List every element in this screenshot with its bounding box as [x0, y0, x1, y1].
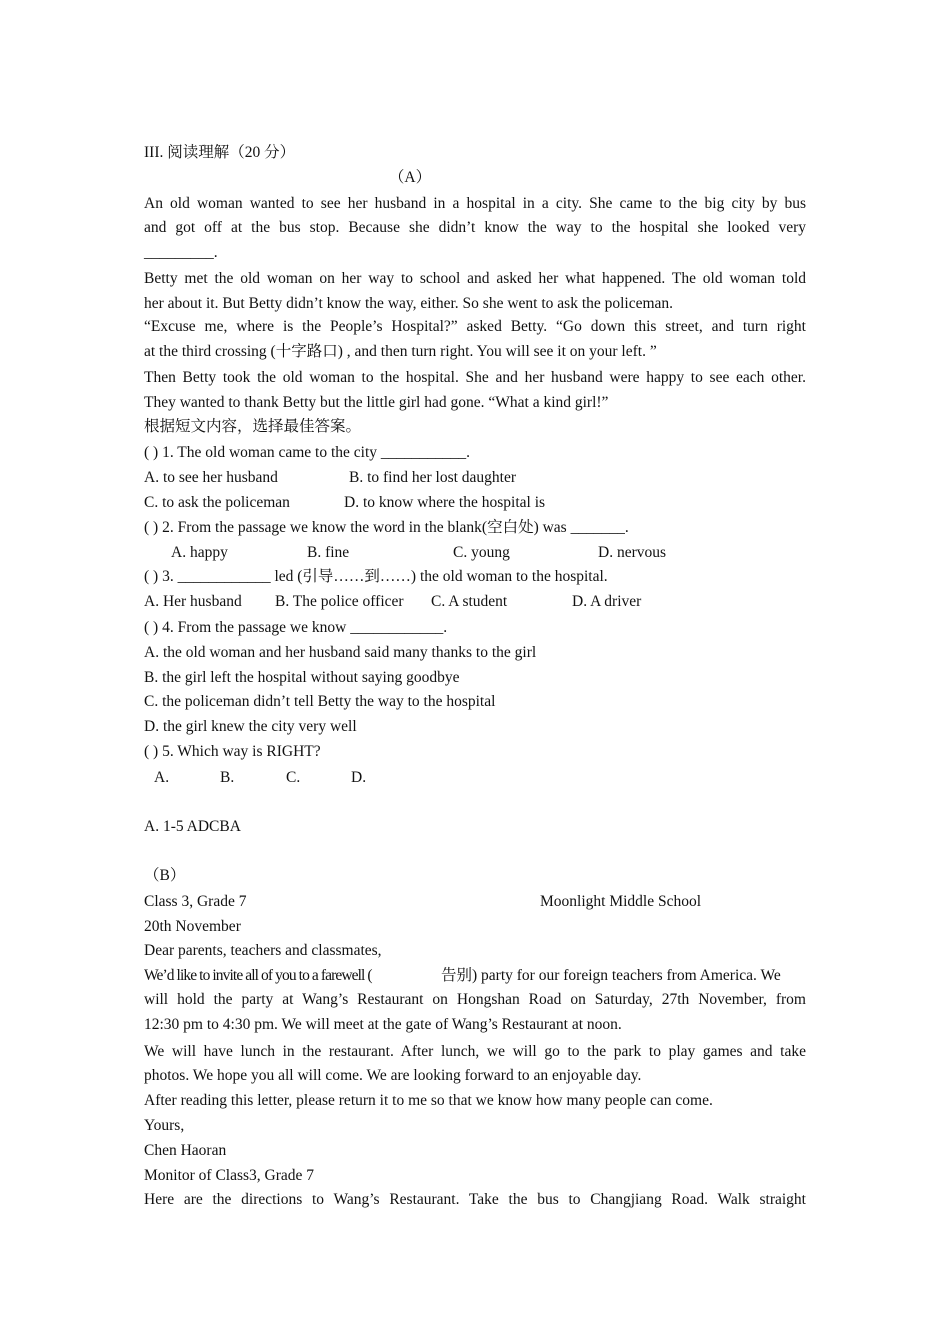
question-4-option-b: B. the girl left the hospital without saying goodbye [144, 669, 460, 686]
passage-a-line: _________. [144, 244, 218, 261]
question-1-option-c: C. to ask the policeman [144, 494, 290, 511]
instruction: 根据短文内容，选择最佳答案。 [144, 418, 362, 435]
passage-b-label: （B） [144, 867, 186, 884]
question-5-option-b: B. [220, 769, 235, 786]
question-2-option-c: C. young [453, 544, 510, 561]
question-1-option-a: A. to see her husband [144, 469, 278, 486]
question-2-option-d: D. nervous [598, 544, 667, 561]
letter-line-1-left: We’d like to invite all of you to a farewell ( [144, 967, 372, 984]
passage-a-line: They wanted to thank Betty but the little girl had gone. “What a kind girl!” [144, 394, 609, 411]
letter-signer-title: Monitor of Class3, Grade 7 [144, 1167, 315, 1184]
question-3-stem: ( ) 3. ____________ led (引导……到……) the old woman to the hospital. [144, 568, 608, 585]
question-5-option-c: C. [286, 769, 301, 786]
question-1-stem: ( ) 1. The old woman came to the city ___________. [144, 444, 471, 461]
question-4-option-c: C. the policeman didn’t tell Betty the way to the hospital [144, 693, 496, 710]
letter-line: We will have lunch in the restaurant. After lunch, we will go to the park to play games and take [144, 1043, 806, 1060]
question-1-option-d: D. to know where the hospital is [344, 494, 546, 511]
letter-line-1-right: 告别) party for our foreign teachers from America. We [441, 967, 781, 984]
question-2-stem: ( ) 2. From the passage we know the word in the blank(空白处) was _______. [144, 519, 629, 536]
question-5-option-a: A. [154, 769, 170, 786]
directions-line: Here are the directions to Wang’s Restaurant. Take the bus to Changjiang Road. Walk straight [144, 1191, 806, 1208]
letter-line: photos. We hope you all will come. We are looking forward to an enjoyable day. [144, 1067, 642, 1084]
section-title: III. 阅读理解（20 分） [144, 144, 296, 161]
passage-a-label: （A） [388, 169, 432, 186]
letter-line: will hold the party at Wang’s Restaurant on Hongshan Road on Saturday, 27th November, from [144, 991, 806, 1008]
passage-a-line: Then Betty took the old woman to the hospital. She and her husband were happy to see each other. [144, 369, 806, 386]
letter-date: 20th November [144, 918, 241, 935]
passage-a-line: Betty met the old woman on her way to school and asked her what happened. The old woman told [144, 270, 806, 287]
question-3-option-d: D. A driver [572, 593, 642, 610]
letter-closing: Yours, [144, 1117, 185, 1134]
letter-greeting: Dear parents, teachers and classmates, [144, 942, 382, 959]
passage-a-line: An old woman wanted to see her husband in a hospital in a city. She came to the big city by bus [144, 195, 806, 212]
passage-a-line: at the third crossing (十字路口) , and then turn right. You will see it on your left. ” [144, 343, 657, 360]
letter-line: 12:30 pm to 4:30 pm. We will meet at the gate of Wang’s Restaurant at noon. [144, 1016, 622, 1033]
letter-school: Moonlight Middle School [540, 893, 702, 910]
question-4-stem: ( ) 4. From the passage we know ____________. [144, 619, 448, 636]
question-3-option-a: A. Her husband [144, 593, 242, 610]
question-5-stem: ( ) 5. Which way is RIGHT? [144, 743, 321, 760]
question-5-option-d: D. [351, 769, 367, 786]
letter-class: Class 3, Grade 7 [144, 893, 247, 910]
question-2-option-a: A. happy [171, 544, 228, 561]
question-4-option-d: D. the girl knew the city very well [144, 718, 357, 735]
passage-a-line: and got off at the bus stop. Because she didn’t know the way to the hospital she looked very [144, 219, 806, 236]
question-1-option-b: B. to find her lost daughter [349, 469, 517, 486]
question-2-option-b: B. fine [307, 544, 350, 561]
passage-a-line: “Excuse me, where is the People’s Hospital?” asked Betty. “Go down this street, and turn right [144, 318, 806, 335]
question-3-option-b: B. The police officer [275, 593, 404, 610]
letter-signature: Chen Haoran [144, 1142, 227, 1159]
passage-a-line: her about it. But Betty didn’t know the way, either. So she went to ask the policeman. [144, 295, 674, 312]
answer-key: A. 1-5 ADCBA [144, 818, 241, 835]
question-4-option-a: A. the old woman and her husband said many thanks to the girl [144, 644, 537, 661]
letter-line: After reading this letter, please return it to me so that we know how many people can come. [144, 1092, 713, 1109]
question-3-option-c: C. A student [431, 593, 508, 610]
